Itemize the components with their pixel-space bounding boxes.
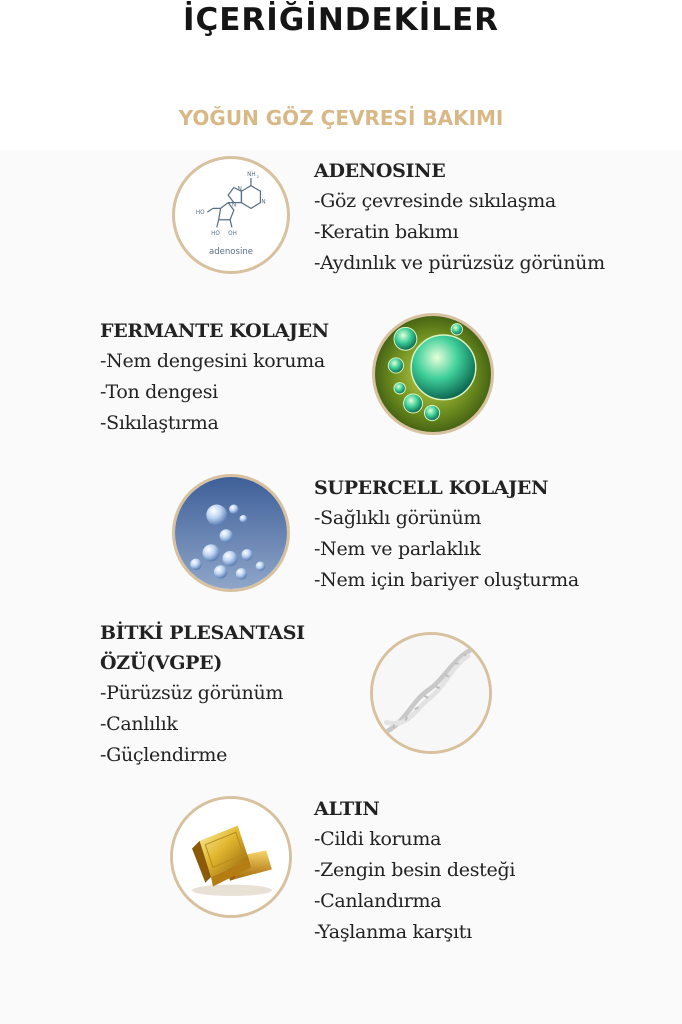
benefit-item: -Ton dengesi (100, 381, 218, 403)
adenosine-label: adenosine (209, 246, 253, 257)
svg-text:NH: NH (247, 172, 256, 179)
benefit-item: -Aydınlık ve pürüzsüz görünüm (314, 252, 605, 274)
bubbles-green-icon (375, 316, 491, 432)
benefit-item: -Cildi koruma (314, 828, 442, 850)
svg-text:N: N (261, 199, 266, 206)
benefit-item: -Keratin bakımı (314, 221, 459, 243)
adenosine-molecule-icon (175, 159, 287, 271)
svg-text:OH: OH (228, 230, 237, 237)
svg-text:2: 2 (256, 173, 260, 179)
benefit-item: -Nem ve parlaklık (314, 538, 481, 560)
ingredient-adenosine (314, 156, 605, 279)
svg-text:HO: HO (211, 230, 220, 237)
adenosine-image (172, 156, 290, 274)
benefit-item: -Nem için bariyer oluşturma (314, 569, 579, 591)
benefit-item: -Yaşlanma karşıtı (314, 921, 472, 943)
fermante-kolajen-image (372, 313, 494, 435)
ingredient-name: ALTIN (314, 798, 380, 820)
benefit-item: -Nem dengesini koruma (100, 350, 325, 372)
page-title: İÇERİĞİNDEKİLER (182, 2, 500, 38)
svg-text:HO: HO (195, 210, 205, 217)
bitki-plesantasi-image (370, 632, 492, 754)
dna-helix-icon (373, 635, 489, 751)
benefit-item: -Sıkılaştırma (100, 412, 219, 434)
supercell-kolajen-image (172, 474, 290, 592)
ingredient-name: FERMANTE KOLAJEN (100, 320, 329, 342)
gold-bars-icon (173, 799, 289, 915)
benefit-item: -Pürüzsüz görünüm (100, 682, 284, 704)
benefit-item: -Canlandırma (314, 890, 442, 912)
svg-text:N: N (231, 202, 237, 209)
benefit-item: -Güçlendirme (100, 744, 228, 766)
ingredient-name: ADENOSINE (314, 160, 446, 182)
benefit-item: -Göz çevresinde sıkılaşma (314, 190, 556, 212)
benefit-item: -Canlılık (100, 713, 178, 735)
ingredient-name: SUPERCELL KOLAJEN (314, 477, 549, 499)
ingredient-supercell-kolajen (314, 473, 579, 596)
ingredient-fermante-kolajen (100, 316, 329, 439)
benefit-item: -Sağlıklı görünüm (314, 507, 482, 529)
ingredient-bitki-plesantasi (100, 618, 305, 771)
svg-text:N: N (237, 186, 242, 193)
ingredient-name-line-2: ÖZÜ(VGPE) (100, 652, 223, 674)
ingredient-name-line-1: BİTKİ PLESANTASI (100, 622, 305, 644)
altin-image (170, 796, 292, 918)
ingredient-altin (314, 794, 515, 948)
benefit-item: -Zengin besin desteği (314, 859, 516, 881)
page-subtitle: YOĞUN GÖZ ÇEVRESİ BAKIMI (178, 106, 504, 130)
water-bubbles-blue-icon (175, 477, 287, 589)
